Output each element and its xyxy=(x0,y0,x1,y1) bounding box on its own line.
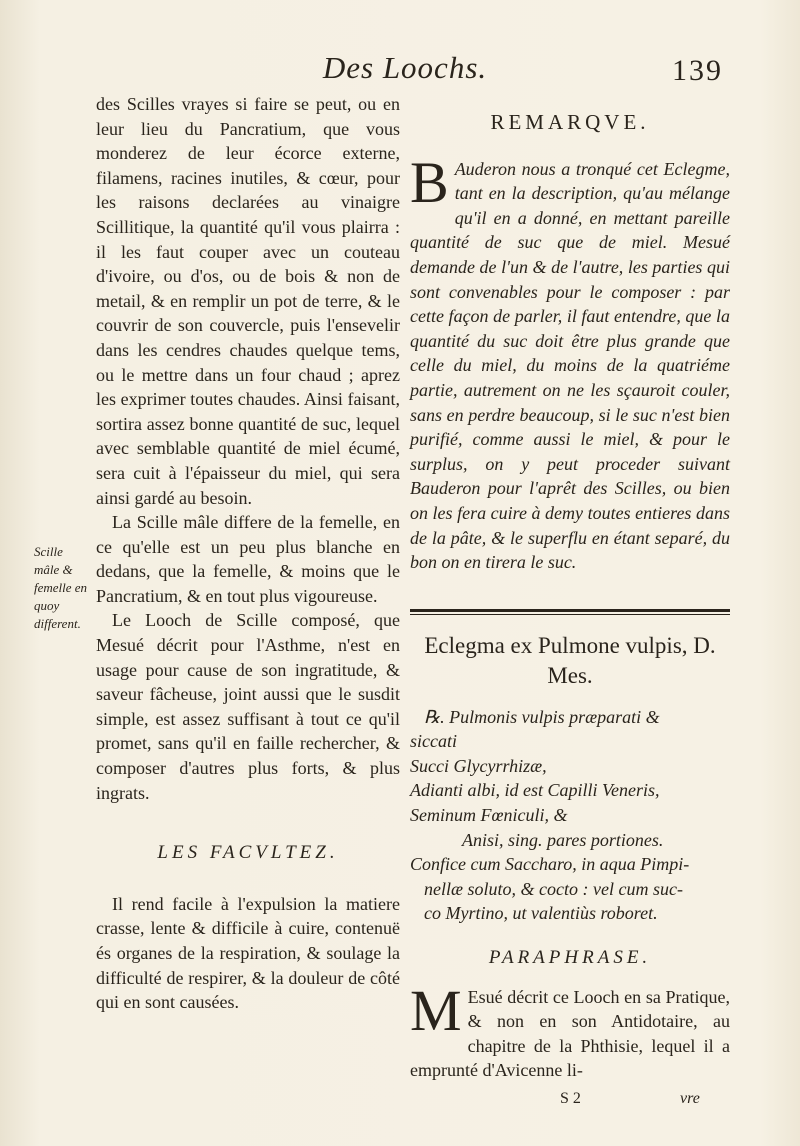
recipe-line: co Myrtino, ut valentiùs roboret. xyxy=(424,903,658,924)
recipe-line: Seminum Fœniculi, & xyxy=(410,805,568,826)
margin-note: Scille mâle & femelle en quoy different. xyxy=(34,544,88,631)
recipe-title: Eclegma ex Pulmone vulpis, D. Mes. xyxy=(424,632,716,688)
recipe-line: Anisi, sing. pares portiones. xyxy=(462,829,664,850)
recipe-line: ℞. Pulmonis vulpis præparati & xyxy=(424,706,660,727)
paragraph-scille-male: La Scille mâle differe de la femelle, en ce qu'elle est un peu plus blanche en dedans, que la femelle, & moins que le Pancratium, & en tout plus vigoureuse. xyxy=(96,512,400,606)
page-number: 139 xyxy=(672,54,723,87)
recipe-line: Succi Glycyrrhizæ, xyxy=(410,755,547,776)
facultez-heading: LES FACVLTEZ. xyxy=(157,842,339,864)
running-head-title: Des Loochs. xyxy=(322,50,488,85)
paraphrase-paragraph xyxy=(410,977,730,1083)
signature-mark: S 2 xyxy=(560,1090,581,1107)
paraphrase-heading: PARAPHRASE. xyxy=(488,947,652,969)
recipe-line: siccati xyxy=(410,731,457,752)
remarque-text: Auderon nous a tronqué cet Eclegme, tant en la description, qu'au mélange qu'il en a donné, en mettant pareille quantité de suc que de miel. Mesué demande de l'un & de l'autre, les parties qui sont convenables pour le composer : par cette façon de parler, il faut entendre, que la quantité du suc doit être plus grande que celle du miel, du moins de la quatriéme partie, autrement on ne les sçauroit couler, sans en perdre beaucoup, si le suc n'est bien purifié, comme aussi le miel, & pour le surplus, on y peut proceder suivant Bauderon pour l'aprêt des Scilles, ou bien on les fera cuire à demy toutes entieres dans de la pâte, & le superflu en étant separé, du bon on en tirera le suc. xyxy=(410,158,730,573)
paragraph-facultez: Il rend facile à l'expulsion la matiere crasse, lente & difficile à cuire, contenuë és organes de la respiration, & soulage la difficulté de respirer, & la douleur de côté qui en sont causées. xyxy=(96,893,400,1013)
paraphrase-text: Esué décrit ce Looch en sa Pratique, & non en son Antidotaire, au chapitre de la Phthisie, lequel il a emprunté d'Avicenne li- xyxy=(410,986,730,1081)
recipe-line: nellæ soluto, & cocto : vel cum suc- xyxy=(424,878,683,899)
recipe-line: Confice cum Saccharo, in aqua Pimpi- xyxy=(410,854,690,875)
section-divider xyxy=(410,609,730,615)
paragraph-preparation: des Scilles vrayes si faire se peut, ou en leur lieu du Pancratium, que vous monderez de leur écorce externe, filamens, racines inutiles, & cœur, pour les raisons declarées au vinaigre Scillitique, la quantité qu'il vous plairra : il les faut couper avec un couteau d'ivoire, ou d'os, ou de bois & non de metail, & en remplir un pot de terre, & le couvrir de son couvercle, puis l'ensevelir dans les cendres chaudes quelque tems, ou le mettre dans un four chaud ; aprez les exprimer toutes chaudes. Ainsi faisant, sortira assez bonne quantité de suc, lequel avec semblable quantité de miel écumé, sera cuit à l'épaisseur du miel, qui sera ainsi gardé au besoin. xyxy=(96,94,400,508)
dropcap-b: B xyxy=(410,149,449,215)
right-column xyxy=(410,92,730,1083)
catchword: vre xyxy=(680,1090,700,1107)
remarque-heading: REMARQVE. xyxy=(490,110,650,134)
left-column xyxy=(96,92,400,1015)
dropcap-m: M xyxy=(410,977,462,1043)
recipe-line: Adianti albi, id est Capilli Veneris, xyxy=(410,780,660,801)
recipe-block xyxy=(410,705,730,926)
remarque-paragraph xyxy=(410,149,730,575)
paragraph-looch-compose: Le Looch de Scille composé, que Mesué décrit pour l'Asthme, n'est en usage pour cause de son ingratitude, & saveur fâcheuse, joint aussi que le susdit simple, est assez suffisant à tout ce qu'il promet, sans qu'il en faille rechercher, & composer d'autres plus forts, & plus ingrats. xyxy=(96,610,400,803)
